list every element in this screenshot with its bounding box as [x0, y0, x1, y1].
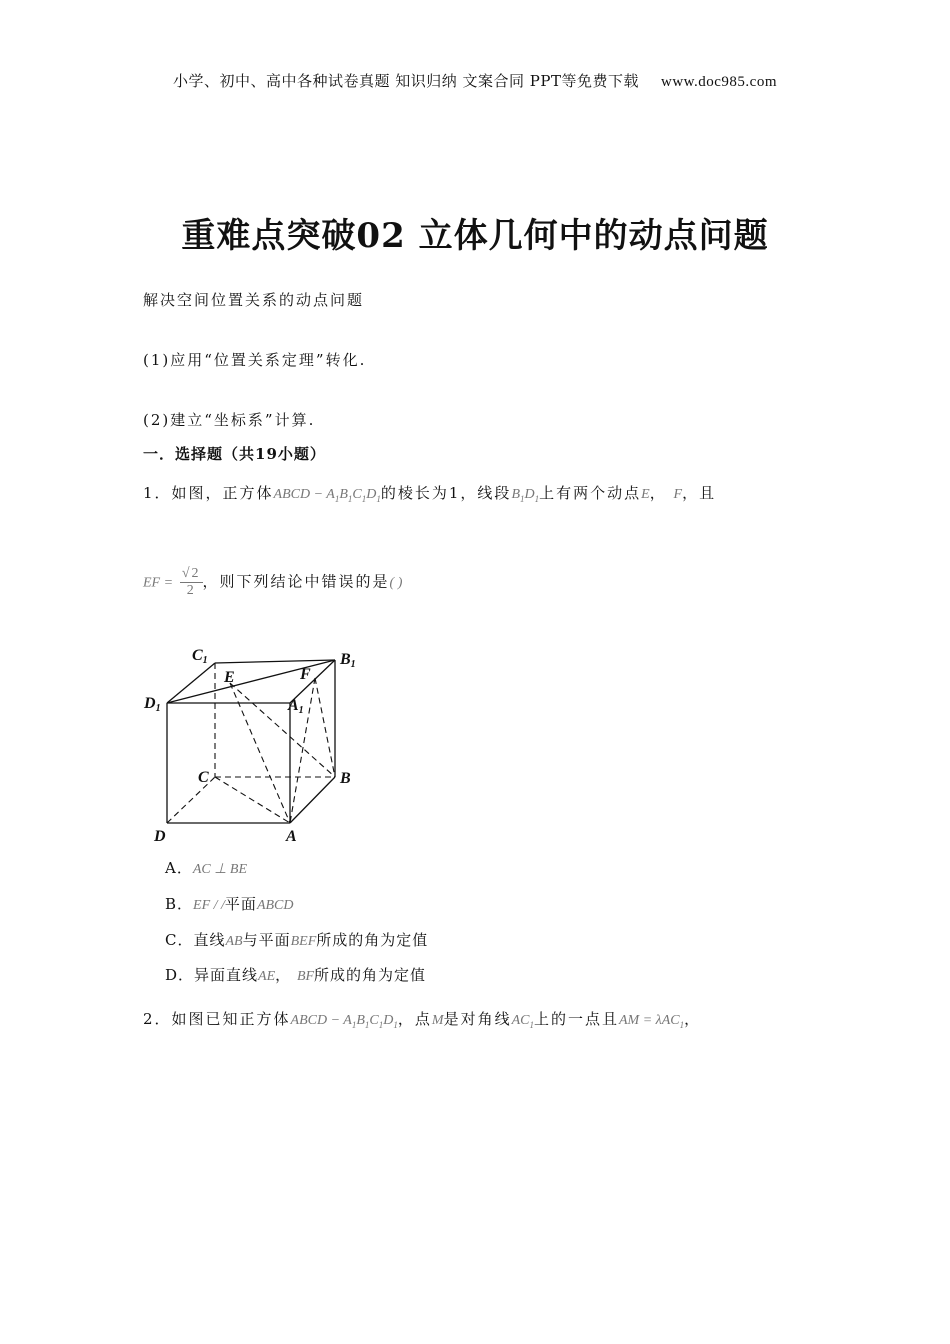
- header-text: 小学、初中、高中各种试卷真题 知识归纳 文案合同 PPT等免费下载: [172, 72, 639, 90]
- question-1-condition: EF = $\frac{√2}{2}$ ，则下列结论中错误的是( ): [143, 566, 403, 598]
- question-1-stem: 1．如图，正方体ABCD − $A_1B_1C_1D_1$的棱长为1，线段$B_1D_1$上有两个动点E， F，且: [143, 484, 717, 504]
- diagonal-c-a: [215, 777, 290, 823]
- question-2-stem: 2．如图已知正方体ABCD − $A_1B_1C_1D_1$，点M是对角线$AC_1$上的一点且AM = λAC$_1$，: [143, 1010, 702, 1030]
- label-c1: C1: [192, 647, 208, 666]
- label-a: A: [286, 828, 297, 845]
- q1-cube: ABCD − $A_1B_1C_1D_1$: [273, 487, 381, 504]
- page-header: [0, 70, 950, 91]
- section-heading: 一．选择题（共19小题）: [143, 445, 326, 463]
- label-b1: B1: [340, 651, 356, 670]
- label-c: C: [198, 769, 209, 786]
- intro-line-2: (1)应用“位置关系定理”转化.: [143, 351, 367, 369]
- label-d: D: [154, 828, 166, 845]
- q1-number: 1．如图，正方体: [143, 484, 274, 502]
- q2-condition: AM = λAC$_1$: [619, 1013, 685, 1030]
- intro-line-1: 解决空间位置关系的动点问题: [143, 291, 365, 309]
- edge-a-b: [290, 777, 335, 823]
- label-f: F: [300, 666, 311, 683]
- q1-answer-blank: ( ): [389, 575, 403, 591]
- q1-ef: EF =: [143, 575, 174, 591]
- q2-cube: ABCD − $A_1B_1C_1D_1$: [290, 1013, 398, 1030]
- cube-figure: [140, 640, 370, 850]
- q1-fraction: $\frac{√2}{2}$: [181, 566, 201, 598]
- q1-option-a[interactable]: A．AC ⊥ BE: [165, 859, 248, 877]
- segment-e-a: [230, 683, 290, 823]
- label-e: E: [224, 669, 235, 686]
- q2-diagonal: $AC_1$: [511, 1013, 534, 1030]
- page-title: 重难点突破02 立体几何中的动点问题: [181, 216, 769, 256]
- q1-segment: $B_1D_1$: [511, 487, 540, 504]
- q1-option-b[interactable]: B．EF / /平面ABCD: [165, 895, 294, 913]
- edge-c1-b1: [215, 660, 335, 663]
- label-b: B: [340, 770, 351, 787]
- label-d1: D1: [144, 695, 161, 714]
- segment-e-b: [230, 683, 335, 777]
- header-url[interactable]: www.doc985.com: [660, 74, 777, 90]
- q2-number: 2．如图已知正方体: [143, 1010, 291, 1028]
- label-a1: A1: [288, 697, 304, 716]
- q1-option-d[interactable]: D．异面直线AE， BF所成的角为定值: [165, 966, 427, 984]
- segment-f-b: [315, 678, 335, 777]
- q1-option-c[interactable]: C．直线AB与平面BEF所成的角为定值: [165, 931, 429, 949]
- intro-line-3: (2)建立“坐标系”计算.: [143, 411, 316, 429]
